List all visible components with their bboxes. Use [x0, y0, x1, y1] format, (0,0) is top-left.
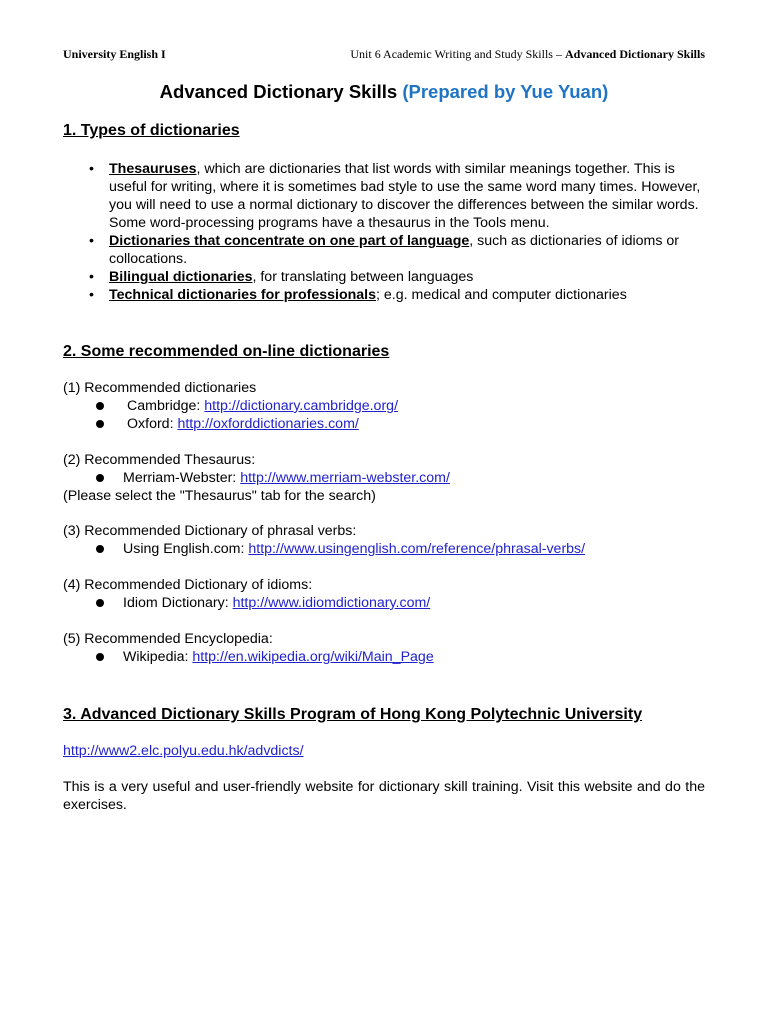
bullet-icon: •	[89, 161, 94, 177]
bullet-icon: •	[89, 269, 94, 285]
list-item	[63, 469, 723, 487]
list-item-term: Bilingual dictionaries	[109, 269, 253, 285]
section-2-heading: 2. Some recommended on-line dictionaries	[63, 343, 390, 360]
bullet-icon	[96, 474, 104, 482]
polyu-advdicts-link[interactable]: http://www2.elc.polyu.edu.hk/advdicts/	[63, 743, 304, 759]
entry-name: Wikipedia:	[123, 649, 193, 665]
phrasal-verbs-group	[63, 522, 723, 558]
thesaurus-note: (Please select the "Thesaurus" tab for the search)	[63, 488, 376, 504]
list-item-text: ; e.g. medical and computer dictionaries	[376, 287, 627, 303]
unit-title-bold: Advanced Dictionary Skills	[564, 47, 705, 61]
wikipedia-link[interactable]: http://en.wikipedia.org/wiki/Main_Page	[192, 649, 434, 665]
list-item	[63, 268, 705, 286]
merriam-webster-link[interactable]: http://www.merriam-webster.com/	[240, 470, 450, 486]
bullet-icon: •	[89, 233, 94, 249]
list-item	[63, 160, 705, 232]
idioms-group	[63, 576, 723, 612]
bullet-icon	[96, 420, 104, 428]
list-item-term: Dictionaries that concentrate on one part of language	[109, 233, 470, 249]
group-label: (2) Recommended Thesaurus:	[63, 452, 256, 468]
cambridge-link[interactable]: http://dictionary.cambridge.org/	[204, 398, 399, 414]
list-item	[63, 540, 723, 558]
list-item	[63, 415, 723, 433]
section-3-heading: 3. Advanced Dictionary Skills Program of Hong Kong Polytechnic University	[63, 706, 643, 723]
entry-name: Oxford:	[127, 416, 178, 432]
section-3-paragraph: This is a very useful and user-friendly website for dictionary skill training. Visit this website and do the exercises.	[63, 779, 705, 813]
page-header	[63, 46, 705, 62]
entry-name: Idiom Dictionary:	[123, 595, 233, 611]
section-1-heading: 1. Types of dictionaries	[63, 122, 240, 139]
bullet-icon	[96, 599, 104, 607]
group-label: (1) Recommended dictionaries	[63, 380, 257, 396]
entry-name: Cambridge:	[127, 398, 205, 414]
list-item	[63, 648, 723, 666]
course-name: University English I	[63, 47, 166, 61]
bullet-icon: •	[89, 287, 94, 303]
dictionary-types-list	[63, 160, 705, 304]
list-item-text: , which are dictionaries that list words with similar meanings together. This is useful for writing, where it is sometimes bad style to use the same word many times. However, you will need to use a normal dictionary to discover the differences between the similar words. Some word-processing programs have a thesaurus in the Tools menu.	[109, 161, 701, 231]
list-item	[63, 286, 705, 304]
group-label: (3) Recommended Dictionary of phrasal verbs:	[63, 523, 357, 539]
oxford-link[interactable]: http://oxforddictionaries.com/	[177, 416, 359, 432]
unit-title-prefix: Unit 6 Academic Writing and Study Skills –	[350, 47, 565, 61]
idiom-dictionary-link[interactable]: http://www.idiomdictionary.com/	[232, 595, 431, 611]
recommended-thesaurus-group	[63, 451, 723, 505]
list-item	[63, 594, 723, 612]
usingenglish-link[interactable]: http://www.usingenglish.com/reference/phrasal-verbs/	[248, 541, 586, 557]
page-title	[0, 80, 768, 104]
group-label: (5) Recommended Encyclopedia:	[63, 631, 273, 647]
page-title-main: Advanced Dictionary Skills	[159, 81, 398, 102]
polyu-link-line	[63, 742, 705, 760]
list-item-term: Technical dictionaries for professionals	[109, 287, 377, 303]
bullet-icon	[96, 545, 104, 553]
encyclopedia-group	[63, 630, 723, 666]
list-item	[63, 397, 723, 415]
bullet-icon	[96, 402, 104, 410]
list-item-term: Thesauruses	[109, 161, 197, 177]
list-item-text: , such as dictionaries of idioms or collocations.	[109, 233, 680, 267]
group-label: (4) Recommended Dictionary of idioms:	[63, 577, 313, 593]
recommended-dictionaries-group	[63, 379, 723, 433]
list-item-text: , for translating between languages	[252, 269, 474, 285]
entry-name: Using English.com:	[123, 541, 249, 557]
unit-title	[350, 46, 705, 62]
page-title-author: (Prepared by Yue Yuan)	[402, 81, 609, 102]
bullet-icon	[96, 653, 104, 661]
list-item	[63, 232, 705, 268]
entry-name: Merriam-Webster:	[123, 470, 241, 486]
